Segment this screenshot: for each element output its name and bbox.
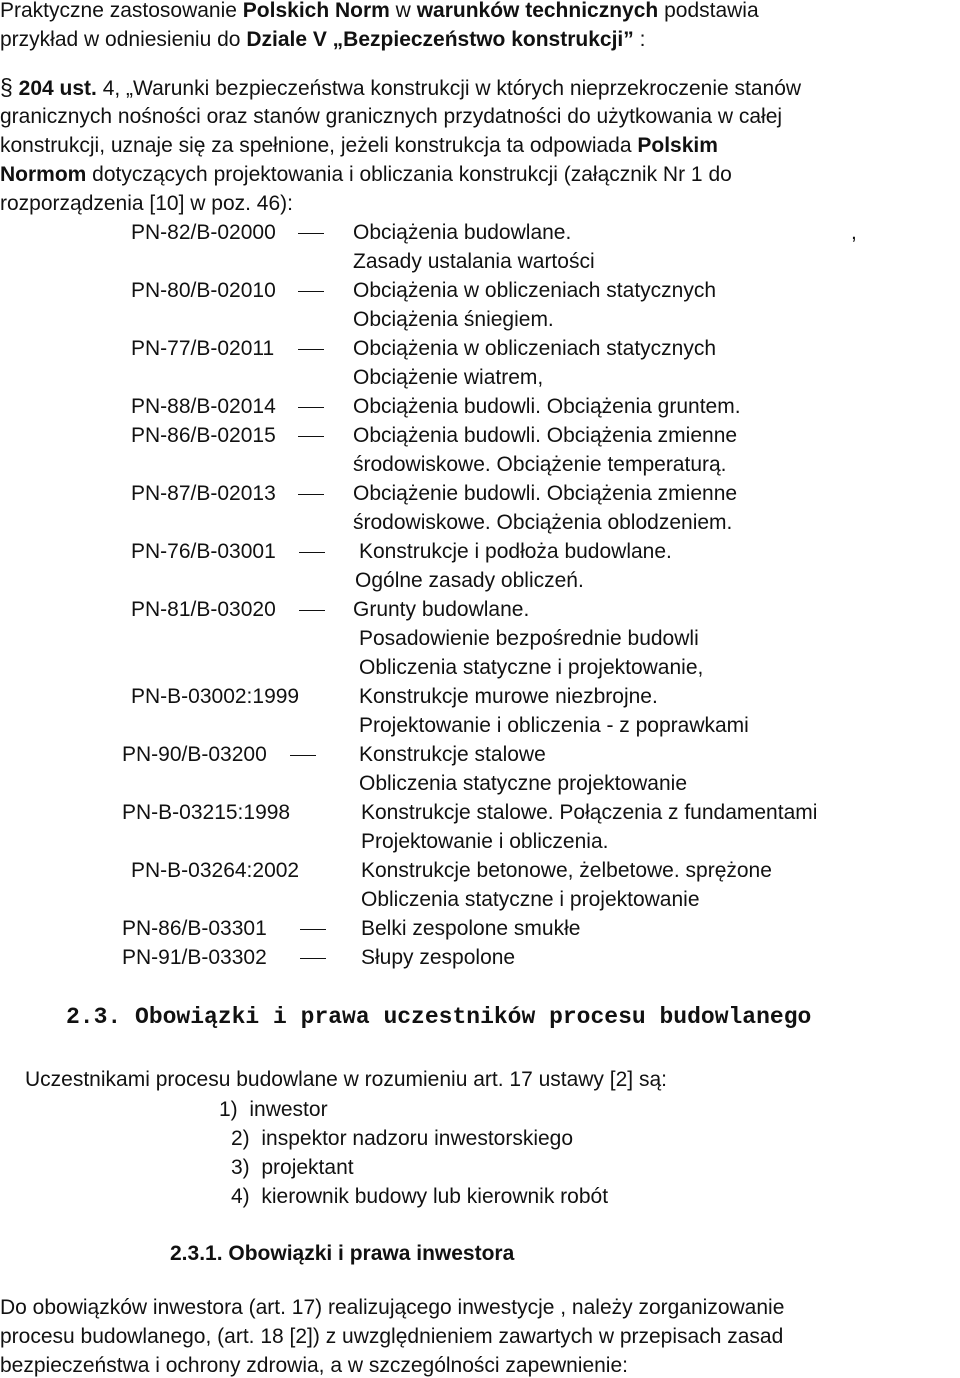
- dash: [300, 958, 326, 959]
- norm-desc: Obciążenia budowli. Obciążenia gruntem.: [353, 395, 741, 418]
- intro-line-2: [0, 27, 645, 52]
- norm-extra: ,: [851, 221, 857, 244]
- norm-code: PN-90/B-03200: [122, 743, 267, 766]
- dash: [300, 929, 326, 930]
- dash: [298, 349, 324, 350]
- norm-code: PN-76/B-03001: [131, 540, 276, 563]
- para-line-1: [0, 75, 801, 101]
- sub-heading: 2.3.1. Obowiązki i prawa inwestora: [170, 1242, 515, 1265]
- norm-desc: Konstrukcje betonowe, żelbetowe. sprężone: [361, 859, 772, 882]
- norm-desc: Obciążenia w obliczeniach statycznych: [353, 337, 717, 360]
- list-item: [231, 1155, 354, 1180]
- norm-desc: Słupy zespolone: [361, 946, 516, 969]
- para-line-5: rozporządzenia [10] w poz. 46):: [0, 192, 293, 215]
- norm-code: PN-B-03215:1998: [122, 801, 291, 824]
- intro-text: w: [389, 0, 417, 22]
- norm-desc: Grunty budowlane.: [353, 598, 530, 621]
- dash: [298, 291, 324, 292]
- norm-desc: Obciążenie budowli. Obciążenia zmienne: [353, 482, 738, 505]
- norm-code: PN-B-03264:2002: [131, 859, 300, 882]
- list-item: [231, 1126, 573, 1151]
- dash: [298, 233, 324, 234]
- list-num: 4): [231, 1185, 250, 1208]
- para-line-3: [0, 133, 718, 158]
- para-text: 4, „Warunki bezpieczeństwa konstrukcji w których nieprzekroczenie stanów: [96, 77, 802, 100]
- norm-code: PN-77/B-02011: [131, 337, 275, 360]
- norm-code: PN-82/B-02000: [131, 221, 276, 244]
- intro-text: przykład w odniesieniu do: [0, 28, 247, 51]
- norm-desc: Obciążenia budowli. Obciążenia zmienne: [353, 424, 738, 447]
- list-item: [219, 1097, 328, 1122]
- norm-desc: Obciążenia śniegiem.: [353, 308, 554, 331]
- norm-code: PN-86/B-03301: [122, 917, 267, 940]
- intro-bold: warunków technicznych: [416, 0, 659, 22]
- intro-bold: Dziale V „Bezpieczeństwo konstrukcji”: [246, 28, 634, 51]
- section-symbol: §: [0, 74, 13, 100]
- norm-code: PN-91/B-03302: [122, 946, 267, 969]
- dash: [299, 552, 325, 553]
- body-line-1: Do obowiązków inwestora (art. 17) realizującego inwestycje , należy zorganizowanie: [0, 1296, 785, 1319]
- norm-code: PN-B-03002:1999: [131, 685, 300, 708]
- para-bold: Polskim: [637, 134, 718, 157]
- norm-desc: Obliczenia statyczne projektowanie: [359, 772, 688, 795]
- norm-desc: Obciążenia budowlane.: [353, 221, 572, 244]
- norm-desc: Belki zespolone smukłe: [361, 917, 581, 940]
- norm-desc: Obliczenia statyczne i projektowanie,: [359, 656, 704, 679]
- norm-desc: Ogólne zasady obliczeń.: [355, 569, 584, 592]
- norm-desc: Zasady ustalania wartości: [353, 250, 595, 273]
- list-text: inwestor: [249, 1098, 328, 1121]
- list-num: 3): [231, 1156, 250, 1179]
- list-num: 2): [231, 1127, 250, 1150]
- intro-text: :: [633, 28, 646, 51]
- list-text: kierownik budowy lub kierownik robót: [261, 1185, 609, 1208]
- norm-desc: Konstrukcje i podłoża budowlane.: [359, 540, 672, 563]
- norm-desc: Obciążenie wiatrem,: [353, 366, 544, 389]
- intro-text: podstawia: [658, 0, 759, 22]
- norm-desc: środowiskowe. Obciążenia oblodzeniem.: [353, 511, 733, 534]
- dash: [298, 494, 324, 495]
- norm-code: PN-80/B-02010: [131, 279, 276, 302]
- norm-code: PN-87/B-02013: [131, 482, 276, 505]
- norm-desc: Obciążenia w obliczeniach statycznych: [353, 279, 717, 302]
- para-line-2: granicznych nośności oraz stanów granicznych przydatności do użytkowania w całej: [0, 105, 783, 128]
- dash: [299, 610, 325, 611]
- para-line-4: [0, 162, 732, 187]
- dash: [298, 436, 324, 437]
- para-bold: Normom: [0, 163, 87, 186]
- body-line-2: procesu budowlanego, (art. 18 [2]) z uwzględnieniem zawartych w przepisach zasad: [0, 1325, 784, 1348]
- intro-line-1: [0, 0, 759, 23]
- list-item: [231, 1184, 608, 1209]
- dash: [290, 755, 316, 756]
- list-text: inspektor nadzoru inwestorskiego: [261, 1127, 574, 1150]
- norm-desc: Konstrukcje stalowe. Połączenia z fundamentami: [361, 801, 818, 824]
- norm-desc: Konstrukcje stalowe: [359, 743, 546, 766]
- dash: [298, 407, 324, 408]
- para-text: dotyczących projektowania i obliczania konstrukcji (załącznik Nr 1 do: [86, 163, 732, 186]
- section-heading: 2.3. Obowiązki i prawa uczestników procesu budowlanego: [66, 1004, 812, 1030]
- norm-desc: środowiskowe. Obciążenie temperaturą.: [353, 453, 727, 476]
- para-bold: 204 ust.: [18, 77, 97, 100]
- intro-text: Praktyczne zastosowanie: [0, 0, 243, 22]
- norm-desc: Posadowienie bezpośrednie budowli: [359, 627, 699, 650]
- section-intro: Uczestnikami procesu budowlane w rozumieniu art. 17 ustawy [2] są:: [25, 1068, 667, 1091]
- norm-code: PN-88/B-02014: [131, 395, 276, 418]
- list-num: 1): [219, 1098, 238, 1121]
- norm-code: PN-86/B-02015: [131, 424, 276, 447]
- body-line-3: bezpieczeństwa i ochrony zdrowia, a w szczególności zapewnienie:: [0, 1354, 628, 1377]
- para-text: konstrukcji, uznaje się za spełnione, jeżeli konstrukcja ta odpowiada: [0, 134, 638, 157]
- norm-desc: Konstrukcje murowe niezbrojne.: [359, 685, 658, 708]
- norm-desc: Obliczenia statyczne i projektowanie: [361, 888, 700, 911]
- norm-desc: Projektowanie i obliczenia - z poprawkami: [359, 714, 749, 737]
- norm-code: PN-81/B-03020: [131, 598, 276, 621]
- norm-desc: Projektowanie i obliczenia.: [361, 830, 609, 853]
- list-text: projektant: [261, 1156, 354, 1179]
- intro-bold: Polskich Norm: [242, 0, 390, 22]
